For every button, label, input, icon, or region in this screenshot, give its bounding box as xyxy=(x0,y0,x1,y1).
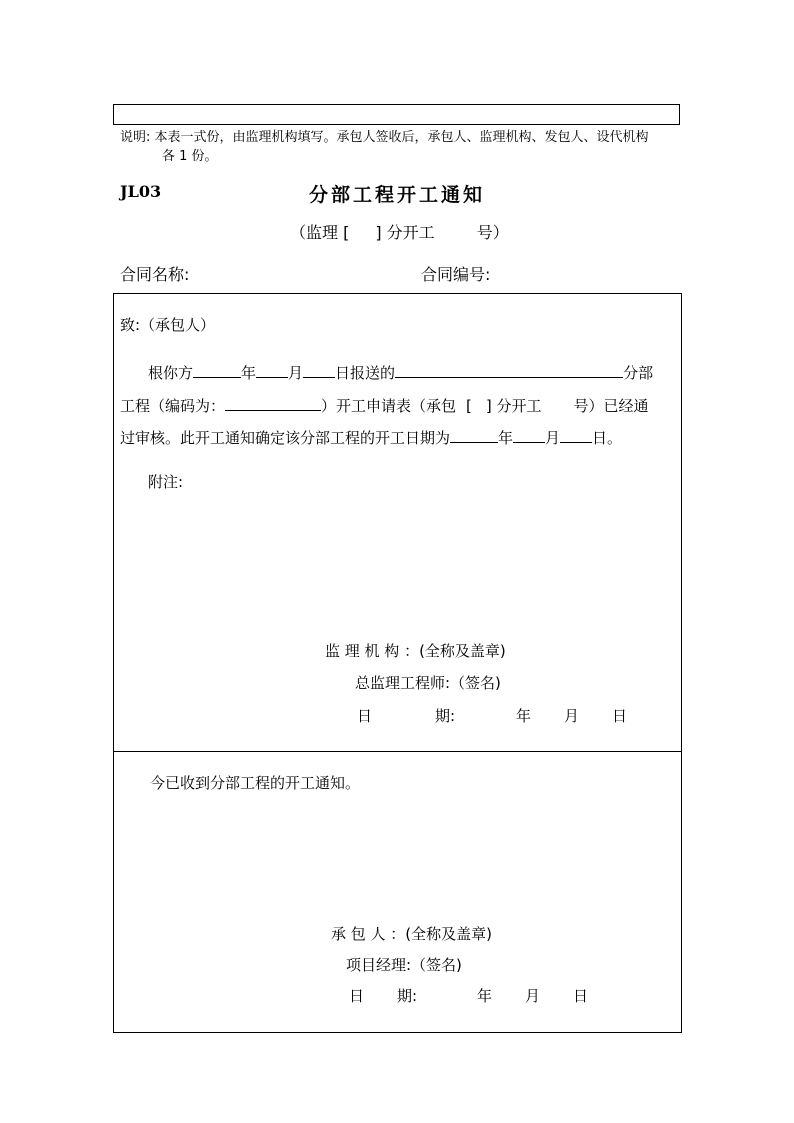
submit-year-blank xyxy=(193,361,241,378)
notice-paragraph-line-2 xyxy=(120,394,649,416)
notice-paragraph-line-3 xyxy=(120,426,622,448)
supervision-org-label: 监 理 机 构 ：(全称及盖章) xyxy=(325,642,506,660)
subtitle-right: 号） xyxy=(476,223,509,242)
start-year-blank xyxy=(450,426,498,443)
p1-text-a: 根你方 xyxy=(148,364,194,382)
receipt-date-a: 日 xyxy=(349,987,365,1005)
receipt-text: 今已收到分部工程的开工通知。 xyxy=(150,774,361,792)
code-blank xyxy=(225,394,321,411)
submit-day-blank xyxy=(303,361,335,378)
p3-text-a: 过审核。此开工通知确定该分部工程的开工日期为 xyxy=(120,429,451,447)
addressee-label: 致:（承包人） xyxy=(120,316,216,334)
notice-paragraph-line-1 xyxy=(148,361,653,383)
document-number-line xyxy=(290,220,509,243)
top-blank-box xyxy=(113,104,680,125)
p1-day-submit: 日报送的 xyxy=(335,364,396,382)
p3-year: 年 xyxy=(498,429,514,447)
contractor-label: 承 包 人 ：(全称及盖章) xyxy=(331,925,493,943)
receipt-date-month: 月 xyxy=(525,987,541,1005)
p2-text-b: ）开工申请表（承包 xyxy=(321,397,457,415)
notice-date-b: 期: xyxy=(435,707,456,725)
page-title: 分部工程开工通知 xyxy=(309,184,486,206)
notice-date-day: 日 xyxy=(612,707,628,725)
p2-text-c: [ xyxy=(466,397,472,415)
p1-end: 分部 xyxy=(623,364,654,382)
contract-number-label: 合同编号: xyxy=(421,265,491,284)
notice-date-a: 日 xyxy=(357,707,373,725)
start-day-blank xyxy=(560,426,592,443)
note-line-2: 各 1 份。 xyxy=(162,149,218,164)
project-name-blank xyxy=(395,361,623,378)
subtitle-left: （监理 [ xyxy=(290,223,350,242)
form-code: JL03 xyxy=(120,182,162,201)
p2-text-a: 工程（编码为： xyxy=(120,397,226,415)
notice-date-month: 月 xyxy=(564,707,580,725)
note-line-1: 说明: 本表一式份，由监理机构填写。承包人签收后，承包人、监理机构、发包人、设代机构 xyxy=(120,130,649,145)
p2-text-d: ] 分开工 xyxy=(485,397,542,415)
p2-text-e: 号）已经通 xyxy=(573,397,649,415)
subtitle-mid: ] 分开工 xyxy=(375,223,435,242)
notice-date-year: 年 xyxy=(516,707,532,725)
attachment-label: 附注: xyxy=(148,473,184,491)
receipt-date-year: 年 xyxy=(477,987,493,1005)
p1-year: 年 xyxy=(241,364,257,382)
contract-name-label: 合同名称: xyxy=(120,265,190,284)
project-manager-label: 项目经理:（签名) xyxy=(346,956,462,974)
p3-day: 日。 xyxy=(592,429,623,447)
p1-month: 月 xyxy=(288,364,304,382)
p3-month: 月 xyxy=(545,429,561,447)
receipt-date-day: 日 xyxy=(573,987,589,1005)
receipt-date-b: 期: xyxy=(397,987,418,1005)
submit-month-blank xyxy=(256,361,288,378)
start-month-blank xyxy=(513,426,545,443)
chief-engineer-label: 总监理工程师:（签名) xyxy=(355,674,501,692)
